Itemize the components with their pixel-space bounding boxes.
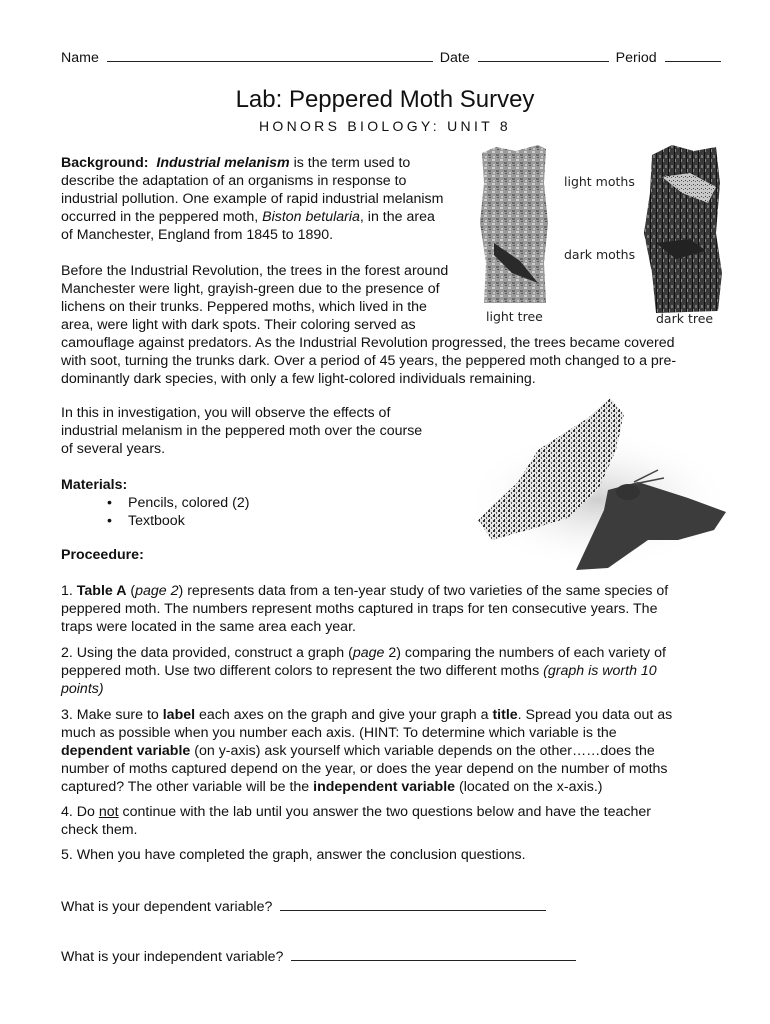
period-label: Period bbox=[615, 50, 657, 66]
text: , in the area bbox=[359, 209, 435, 225]
text: 2) comparing the numbers of each variety of bbox=[384, 645, 666, 661]
emphasis: dependent variable bbox=[61, 743, 191, 759]
background-paragraph-1 bbox=[61, 154, 443, 244]
points-note: (graph is worth 10 bbox=[543, 663, 657, 679]
dependent-variable-answer-field[interactable] bbox=[280, 909, 546, 911]
text-line: dominantly dark species, with only a few light-colored individuals remaining. bbox=[61, 371, 536, 387]
text: captured? The other variable will be the bbox=[61, 779, 314, 795]
moth-illustration bbox=[458, 390, 738, 575]
text-line: camouflage against predators. As the Industrial Revolution progressed, the trees became covered bbox=[61, 335, 675, 351]
text-line: industrial melanism in the peppered moth over the course bbox=[61, 423, 423, 439]
text-line: of several years. bbox=[61, 441, 166, 457]
dark-moths-label: dark moths bbox=[564, 247, 636, 262]
question-label: What is your dependent variable? bbox=[61, 899, 273, 915]
table-a-ref: Table A bbox=[76, 583, 127, 599]
text: ) represents data from a ten-year study of two varieties of the same species of bbox=[178, 583, 669, 599]
text: each axes on the graph and give your graph a bbox=[195, 707, 493, 723]
text: (on y-axis) ask yourself which variable depends on the other……does the bbox=[190, 743, 655, 759]
materials-item: • Textbook bbox=[61, 512, 249, 530]
text: (located on the x-axis.) bbox=[455, 779, 603, 795]
text-line: area, were light with dark spots. Their coloring served as bbox=[61, 317, 416, 333]
materials-list bbox=[61, 494, 249, 530]
text-line: check them. bbox=[61, 822, 138, 838]
materials-heading: Materials: bbox=[61, 477, 128, 493]
page-ref: page bbox=[352, 645, 385, 661]
tree-moth-figure bbox=[476, 143, 726, 333]
period-field[interactable] bbox=[665, 60, 721, 62]
question-label: What is your independent variable? bbox=[61, 949, 284, 965]
term-industrial-melanism: Industrial melanism bbox=[156, 155, 290, 171]
peppered-moth-photo bbox=[458, 390, 738, 575]
text: peppered moth. Use two different colors to represent the two different moths bbox=[61, 663, 544, 679]
dependent-variable-question bbox=[61, 898, 546, 916]
procedure-heading: Proceedure: bbox=[61, 547, 144, 563]
text-line: describe the adaptation of an organisms in response to bbox=[61, 173, 407, 189]
emphasis: independent variable bbox=[313, 779, 456, 795]
date-label: Date bbox=[439, 50, 470, 66]
investigation-paragraph bbox=[61, 404, 422, 458]
text-line: industrial pollution. One example of rapid industrial melanism bbox=[61, 191, 444, 207]
page-ref: page 2 bbox=[135, 583, 179, 599]
page-subtitle: HONORS BIOLOGY: UNIT 8 bbox=[258, 118, 512, 134]
text: ( bbox=[126, 583, 136, 599]
step-number: 1. bbox=[61, 583, 77, 599]
text: continue with the lab until you answer the two questions below and have the teacher bbox=[118, 804, 651, 820]
name-field[interactable] bbox=[107, 60, 433, 62]
emphasis: label bbox=[162, 707, 196, 723]
text: occurred in the peppered moth, bbox=[61, 209, 263, 225]
text-line: of Manchester, England from 1845 to 1890. bbox=[61, 227, 334, 243]
independent-variable-answer-field[interactable] bbox=[291, 959, 576, 961]
text: 3. Make sure to bbox=[61, 707, 163, 723]
species-name: Biston betularia bbox=[262, 209, 360, 225]
independent-variable-question bbox=[61, 948, 576, 966]
text: 2. Using the data provided, construct a graph ( bbox=[61, 645, 353, 661]
emphasis: title bbox=[492, 707, 518, 723]
procedure-step-3 bbox=[61, 706, 672, 796]
materials-item: • Pencils, colored (2) bbox=[61, 494, 249, 512]
light-tree-label: light tree bbox=[486, 309, 543, 324]
name-label: Name bbox=[61, 50, 99, 66]
light-moths-label: light moths bbox=[564, 174, 635, 189]
text-line: In this in investigation, you will observe the effects of bbox=[61, 405, 391, 421]
procedure-step-4 bbox=[61, 803, 651, 839]
text-line: peppered moth. The numbers represent moths captured in traps for ten consecutive years. The bbox=[61, 601, 658, 617]
text-line: number of moths captured depend on the year, or does the year depend on the number of moths bbox=[61, 761, 668, 777]
procedure-step-1 bbox=[61, 582, 668, 636]
dark-tree-label: dark tree bbox=[656, 311, 714, 326]
points-note: points) bbox=[61, 681, 104, 697]
procedure-step-5: 5. When you have completed the graph, answer the conclusion questions. bbox=[61, 847, 526, 863]
text-line: much as possible when you number each axis. (HINT: To determine which variable is the bbox=[61, 725, 617, 741]
date-field[interactable] bbox=[478, 60, 609, 62]
header-fields bbox=[61, 50, 721, 66]
page-title: Lab: Peppered Moth Survey bbox=[235, 86, 535, 113]
procedure-step-2 bbox=[61, 644, 666, 698]
text: . Spread you data out as bbox=[517, 707, 673, 723]
background-heading: Background: bbox=[61, 155, 149, 171]
text-line: Manchester were light, grayish-green due to the presence of bbox=[61, 281, 440, 297]
text: 4. Do bbox=[61, 804, 99, 820]
tree-bark-illustration bbox=[476, 143, 726, 333]
materials-section bbox=[61, 476, 249, 530]
text-line: with soot, turning the trunks dark. Over a period of 45 years, the peppered moth changed to a pre- bbox=[61, 353, 677, 369]
text-line: traps were located in the same area each year. bbox=[61, 619, 356, 635]
emphasis: not bbox=[98, 804, 119, 820]
text-line: Before the Industrial Revolution, the trees in the forest around bbox=[61, 263, 449, 279]
text-line: lichens on their trunks. Peppered moths, which lived in the bbox=[61, 299, 427, 315]
text: is the term used to bbox=[289, 155, 411, 171]
